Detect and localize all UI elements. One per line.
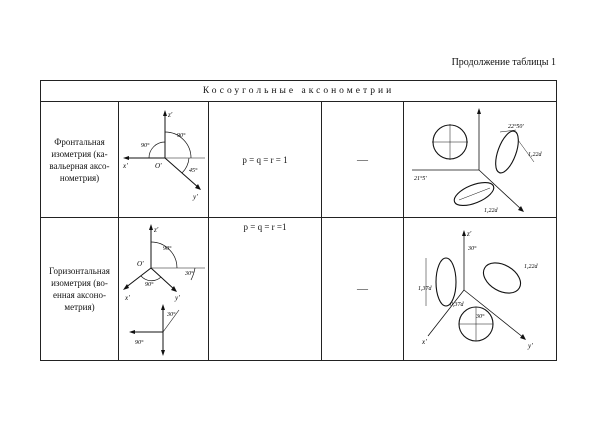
ellipses-figure — [404, 102, 557, 217]
figure-cell — [404, 218, 557, 361]
angle-label: 90° — [135, 340, 144, 346]
figure-dimension: 30° — [468, 246, 477, 252]
axis-y-label: y' — [175, 294, 180, 302]
axes-diagram — [119, 102, 209, 217]
axis-z-label: z' — [168, 111, 173, 119]
axis-y-label: y' — [193, 193, 198, 201]
note-dash: — — [322, 102, 404, 218]
axis-x-label: x' — [422, 338, 427, 346]
axes-diagram — [119, 220, 209, 358]
note-dash: — — [322, 218, 404, 361]
axis-y-label: y' — [528, 342, 533, 350]
figure-dimension: 30° — [476, 314, 485, 320]
figure-dimension: 1,22d — [528, 152, 542, 158]
figure-dimension: 1,22d — [524, 264, 538, 270]
figure-dimension: 1,37d — [418, 286, 432, 292]
distortion-coefficients: p = q = r = 1 — [209, 102, 322, 218]
table-row — [41, 102, 557, 218]
projection-name: Горизонтальная изометрия (во- енная аксоно- метрия) — [41, 218, 119, 361]
figure-dimension: 22°50' — [508, 124, 524, 130]
angle-label: 90° — [145, 282, 154, 288]
axis-x-label: x' — [125, 294, 130, 302]
projection-name: Фронтальная изометрия (ка- вальерная аксо- нометрия) — [41, 102, 119, 218]
table-header: Косоугольные аксонометрии — [41, 81, 557, 102]
table-continuation-caption: Продолжение таблицы 1 — [451, 57, 556, 68]
angle-label: 45° — [189, 168, 198, 174]
figure-dimension: 21°5' — [414, 176, 427, 182]
figure-dimension: 1,22d — [484, 208, 498, 214]
origin-label: O' — [155, 162, 162, 170]
axonometry-table — [40, 80, 557, 361]
axes-diagram-cell — [119, 218, 209, 361]
distortion-coefficients: p = q = r =1 — [209, 218, 322, 361]
axes-diagram-cell — [119, 102, 209, 218]
angle-label: 30° — [167, 312, 176, 318]
origin-label: O' — [137, 260, 144, 268]
figure-dimension: 0,37d — [450, 302, 464, 308]
axis-z-label: z' — [154, 226, 159, 234]
angle-label: 90° — [177, 133, 186, 139]
angle-label: 30° — [185, 271, 194, 277]
figure-cell — [404, 102, 557, 218]
axis-x-label: x' — [123, 162, 128, 170]
axis-z-label: z' — [467, 230, 472, 238]
table-header-row — [41, 81, 557, 102]
ellipses-figure — [404, 220, 557, 358]
angle-label: 90° — [141, 143, 150, 149]
angle-label: 90° — [163, 246, 172, 252]
table-row — [41, 218, 557, 361]
